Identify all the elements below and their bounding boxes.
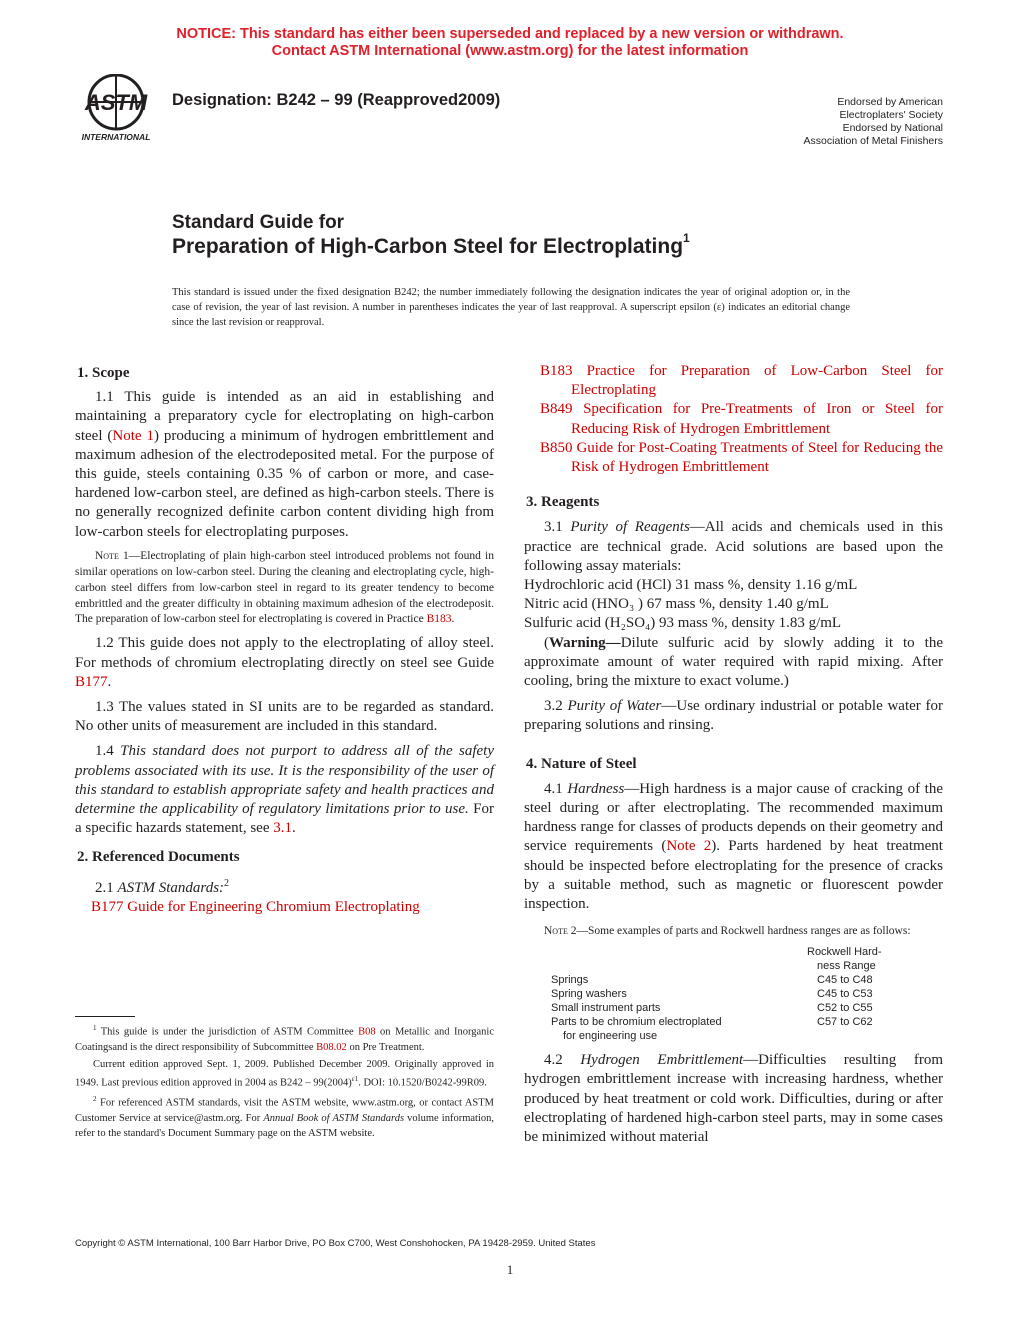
safety-caveat: This standard does not purport to address all of the safety problems associated with its use. It is the responsibility of the user of this standard to establish appropriate safety and health practices and determine the applicability of regulatory limitations prior to use. (75, 743, 495, 817)
text: This guide is under the jurisdiction of ASTM Committee (96, 1026, 359, 1038)
paragraph-1-1 (75, 388, 494, 542)
warning-label: Warning— (549, 634, 621, 651)
text: 3.2 (544, 698, 568, 715)
ref-b850[interactable] (540, 439, 943, 477)
text: ) producing a minimum of hydrogen embrittlement and maximum adhesion of the electrodeposited metal. For the purpose of this guide, steels containing 0.35 % of carbon or more, and case-hardened low-carbon steel, are defined as high-carbon steels. There is no generally recognized definite carbon content dividing high from low-carbon steels for electroplating purposes. (75, 427, 494, 540)
table-row (524, 1029, 882, 1043)
right-column (524, 362, 943, 1147)
b08-02-link[interactable]: B08.02 (316, 1041, 347, 1053)
text: —Electroplating of plain high-carbon steel introduced problems not found in similar operations on low-carbon steel. During the cleaning and electroplating cycle, high-carbon steel differs from low-carbon steel in regard to its greater tendency to become embrittled and the greater difficulty in obtaining maximum adhesion of the electrodeposit. The preparation of low-carbon steel for electroplating is covered in Practice (75, 549, 494, 626)
range-cell: C57 to C62 (817, 1016, 873, 1029)
text: 1.1 This guide is intended as an aid in establishing and maintaining a preparatory cycle for electroplating on high-carbon steel ( (75, 389, 494, 444)
text: For a specific hazards statement, see (75, 800, 494, 837)
text: Current edition approved Sept. 1, 2009. Published December 2009. Originally approved in 1949. Last previous edition approved in 2004 as B242 – 99(2004) (75, 1058, 494, 1088)
paragraph-4-1 (524, 780, 943, 914)
note-2-link[interactable]: Note 2 (666, 838, 712, 855)
section-heading-refdocs: 2. Referenced Documents (77, 849, 240, 866)
text: 1.2 This guide does not apply to the electroplating of alloy steel. For methods of chromium electroplating directly on steel see Guide (75, 635, 494, 671)
endorsed-line: Endorsed by American (837, 96, 943, 108)
astm-logo-icon (70, 74, 162, 144)
designation: Designation: B242 – 99 (Reapproved2009) (172, 91, 501, 109)
range-cell: C52 to C55 (817, 1002, 873, 1015)
text: —Difficulties resulting from hydrogen embrittlement increase with increasing hardness, whether produced by heat treatment or cold work. Difficulties, during or after electroplating of hardened high-carbon steel parts, may in some cases be minimized without material (524, 1052, 943, 1146)
text: ). Parts hardened by heat treatment should be inspected before electroplating for the presence of cracks by a suitable method, such as magnetic or fluorescent powder inspection. (524, 838, 943, 913)
notice-banner (0, 26, 1020, 60)
text: Annual Book of ASTM Standards (263, 1112, 405, 1124)
paragraph-1-3: 1.3 The values stated in SI units are to be regarded as standard. No other units of measurement are included in this standard. (75, 698, 494, 735)
text: Hydrogen Embrittlement (580, 1052, 744, 1069)
b177-link[interactable]: B177 (75, 673, 108, 690)
part-cell: Springs (551, 974, 589, 987)
part-cell: Parts to be chromium electroplated (551, 1016, 722, 1029)
range-cell: C45 to C48 (817, 974, 873, 987)
section-heading-steel: 4. Nature of Steel (526, 755, 637, 772)
footnotes (75, 1021, 494, 1141)
ref-title[interactable]: Practice for Preparation of Low-Carbon Steel for Electroplating (571, 363, 943, 399)
text: on Metallic and Inorganic Coatingsand is the direct responsibility of Subcommittee (75, 1026, 494, 1053)
title-line-1: Standard Guide for (172, 212, 345, 233)
left-column (75, 364, 494, 917)
acid-line: Sulfuric acid (H₂SO₄) 93 mass %, density 1.83 g/mL (524, 615, 842, 632)
section-3-1-link[interactable]: 3.1 (273, 820, 292, 837)
text: . (292, 820, 296, 837)
note-1-link[interactable]: Note 1 (112, 427, 154, 444)
endorsed-line: Association of Metal Finishers (803, 135, 943, 147)
notice-line-2: Contact ASTM International (www.astm.org) for the latest information (271, 43, 749, 59)
part-cell: Spring washers (551, 988, 627, 1001)
table-row (524, 1001, 882, 1015)
header-line: Rockwell Hard- (807, 946, 882, 959)
table-row (524, 987, 882, 1001)
ref-title[interactable]: Guide for Engineering Chromium Electroplating (123, 898, 420, 915)
text: 3.1 (544, 519, 571, 536)
range-cell: C45 to C53 (817, 988, 873, 1001)
part-cell: for engineering use (563, 1030, 658, 1043)
ref-code[interactable]: B850 (540, 439, 573, 456)
text: Purity of Water (567, 698, 662, 715)
ref-title[interactable]: Specification for Pre-Treatments of Iron or Steel for Reducing Risk of Hydrogen Embrittlement (571, 401, 943, 437)
footnote-2 (75, 1092, 494, 1141)
table-row (524, 973, 882, 987)
footnote-separator (75, 1016, 135, 1017)
note-label: Note 1 (95, 549, 129, 562)
ref-b849[interactable] (540, 400, 943, 438)
footnote-ref[interactable]: 2 (224, 877, 230, 889)
paragraph-4-2 (524, 1051, 943, 1147)
b08-link[interactable]: B08 (358, 1026, 376, 1038)
preamble: This standard is issued under the fixed designation B242; the number immediately following the designation indicates the year of original adoption or, in the case of revision, the year of last revision. A number in parentheses indicates the year of last reapproval. A superscript epsilon (ε) indicates an editorial change since the last revision or reapproval. (172, 287, 850, 328)
text: ε1 (351, 1074, 359, 1083)
note-2 (524, 924, 943, 939)
text: . (107, 673, 112, 690)
ref-b177[interactable] (91, 898, 494, 917)
table-row (524, 1015, 882, 1029)
ref-code[interactable]: B183 (540, 363, 573, 379)
endorsed-line: Electroplaters' Society (839, 109, 943, 121)
notice-line-1: NOTICE: This standard has either been superseded and replaced by a new version or withdrawn. (176, 26, 844, 42)
text: 4.2 (544, 1052, 581, 1069)
endorsement-block (804, 96, 943, 148)
ref-title[interactable]: Guide for Post-Coating Treatments of Steel for Reducing the Risk of Hydrogen Embrittlement (571, 439, 943, 476)
text: 1.4 (95, 743, 121, 760)
text: volume information, refer to the standard's Document Summary page on the ASTM website. (75, 1112, 494, 1139)
title-footnote-ref[interactable]: 1 (683, 231, 690, 245)
acid-line: Nitric acid (HNO₃ ) 67 mass %, density 1.40 g/mL (524, 596, 829, 613)
text: For referenced ASTM standards, visit the ASTM website, www.astm.org, or contact ASTM Customer Service at service@astm.org. For (75, 1097, 494, 1124)
logo-letters: ASTM (84, 90, 148, 115)
note-1 (75, 549, 494, 629)
text: on Pre Treatment. (346, 1041, 425, 1053)
text: 2 (93, 1095, 97, 1103)
text: ASTM Standards: (117, 879, 225, 896)
paragraph-2-1 (75, 874, 494, 898)
text: —Use ordinary industrial or potable water for preparing solutions and rinsing. (524, 698, 944, 734)
ref-code[interactable]: B177 (91, 898, 124, 915)
header-line: ness Range (817, 960, 876, 973)
paragraph-1-4 (75, 742, 494, 838)
footnote-1 (75, 1021, 494, 1055)
section-heading-scope: 1. Scope (77, 365, 130, 381)
text: —High hardness is a major cause of cracking of the steel during or after electroplating. The recommended maximum hardness range for classes of products depends on their geometry and service requirements ( (524, 780, 943, 855)
footnote-1-approval (75, 1057, 494, 1091)
warning-paragraph: (Warning—Dilute sulfuric acid by slowly adding it to the approximate amount of water required with rapid mixing. After cooling, bring the mixture to exact volume.) (524, 634, 943, 690)
logo-subtitle: INTERNATIONAL (81, 132, 151, 142)
ref-code[interactable]: B849 (540, 401, 573, 418)
paragraph-3-2 (524, 697, 943, 735)
text: Dilute sulfuric acid by slowly adding it to the approximate amount of water required with rapid mixing. After cooling, bring the mixture to exact volume.) (524, 634, 943, 690)
b183-link[interactable]: B183 (426, 613, 452, 626)
title-text: Preparation of High-Carbon Steel for Electroplating (172, 235, 684, 258)
page-number: 1 (506, 1262, 514, 1277)
copyright-footer: Copyright © ASTM International, 100 Barr Harbor Drive, PO Box C700, West Conshohocken, PA 19428-2959. United States (75, 1238, 596, 1249)
astm-logo (70, 74, 162, 144)
text: 1 (93, 1024, 97, 1032)
hardness-table (524, 945, 882, 1043)
text: 2.1 (95, 879, 118, 896)
text: —All acids and chemicals used in this practice are technical grade. Acid solutions are based upon the following assay materials: (524, 519, 944, 574)
section-heading-reagents: 3. Reagents (526, 494, 600, 511)
title-line-2 (172, 231, 690, 259)
paragraph-1-2 (75, 634, 494, 692)
table-header (807, 945, 882, 973)
text: . (451, 613, 455, 626)
endorsed-line: Endorsed by National (842, 122, 943, 134)
part-cell: Small instrument parts (551, 1002, 661, 1015)
paragraph-3-1 (524, 518, 943, 576)
text: Purity of Reagents (570, 519, 690, 536)
text: —Some examples of parts and Rockwell hardness ranges are as follows: (576, 925, 911, 938)
text: 4.1 (544, 780, 568, 797)
note-label: Note 2 (544, 925, 577, 938)
acid-line: Hydrochloric acid (HCl) 31 mass %, density 1.16 g/mL (524, 577, 858, 594)
text: Hardness (567, 780, 625, 797)
text: . DOI: 10.1520/B0242-99R09. (358, 1077, 487, 1088)
table-header-row (524, 945, 882, 973)
ref-b183[interactable] (540, 362, 943, 400)
